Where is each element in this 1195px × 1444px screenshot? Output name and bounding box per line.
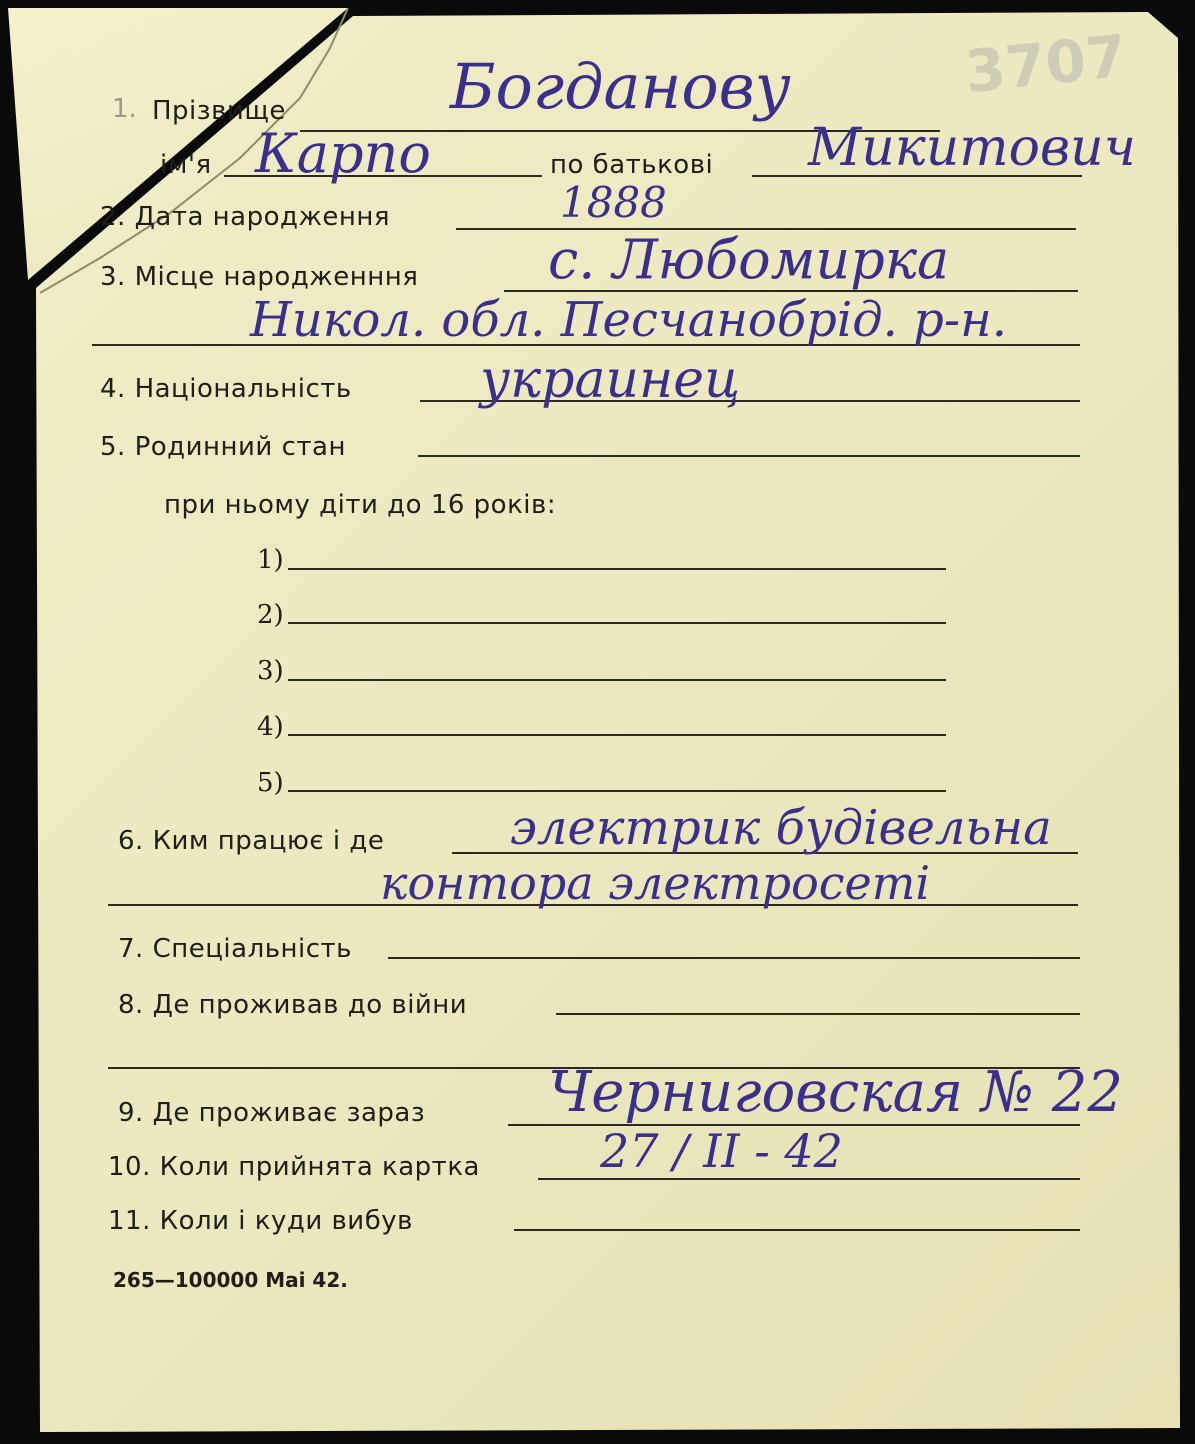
specialty-line [388,957,1080,959]
current-address-handwritten: Черниговская № 22 [548,1060,1123,1125]
birth-place-handwritten-2: Никол. обл. Песчанобрід. р-н. [250,292,1007,348]
work-handwritten-2: контора электросеті [380,856,931,910]
left-line [514,1229,1080,1231]
child-5-line [288,790,946,792]
card-label: 10. Коли прийнята картка [108,1152,480,1182]
child-3-number: 3) [257,656,284,686]
marital-line [418,455,1080,457]
birth-place-label: 3. Місце народженння [100,262,419,292]
child-3-line [288,679,946,681]
child-5-number: 5) [257,768,284,798]
left-label: 11. Коли і куди вибув [108,1206,413,1236]
prewar-line-1 [556,1013,1080,1015]
archive-pencil-number: 3707 [961,21,1130,107]
child-4-line [288,734,946,736]
card-line [538,1178,1080,1180]
patronymic-handwritten: Микитович [808,118,1136,178]
child-2-line [288,622,946,624]
birth-place-handwritten-1: с. Любомирка [548,228,950,291]
child-4-number: 4) [257,712,284,742]
current-label: 9. Де проживає зараз [118,1098,426,1128]
child-1-number: 1) [257,545,284,575]
name-label: ім'я [160,150,212,180]
surname-handwritten: Богданову [450,50,791,123]
birth-date-label: 2. Дата народження [100,202,391,232]
work-handwritten-1: электрик будівельна [510,800,1052,856]
children-label: при ньому діти до 16 років: [164,490,557,520]
row-1-number: 1. [112,94,137,124]
work-label: 6. Ким працює і де [118,826,385,856]
print-code: 265—100000 Mai 42. [113,1268,348,1292]
patronymic-label: по батькові [550,150,714,180]
marital-label: 5. Родинний стан [100,432,346,462]
specialty-label: 7. Спеціальність [118,934,353,964]
nationality-label: 4. Національність [100,374,352,404]
nationality-handwritten: украинец [480,350,741,410]
card-date-handwritten: 27 / II - 42 [600,1124,843,1178]
birth-year-handwritten: 1888 [560,178,667,227]
child-2-number: 2) [257,600,284,630]
child-1-line [288,568,946,570]
surname-label: Прізвище [152,96,286,126]
prewar-label: 8. Де проживав до війни [118,990,468,1020]
name-handwritten: Карпо [255,122,431,185]
